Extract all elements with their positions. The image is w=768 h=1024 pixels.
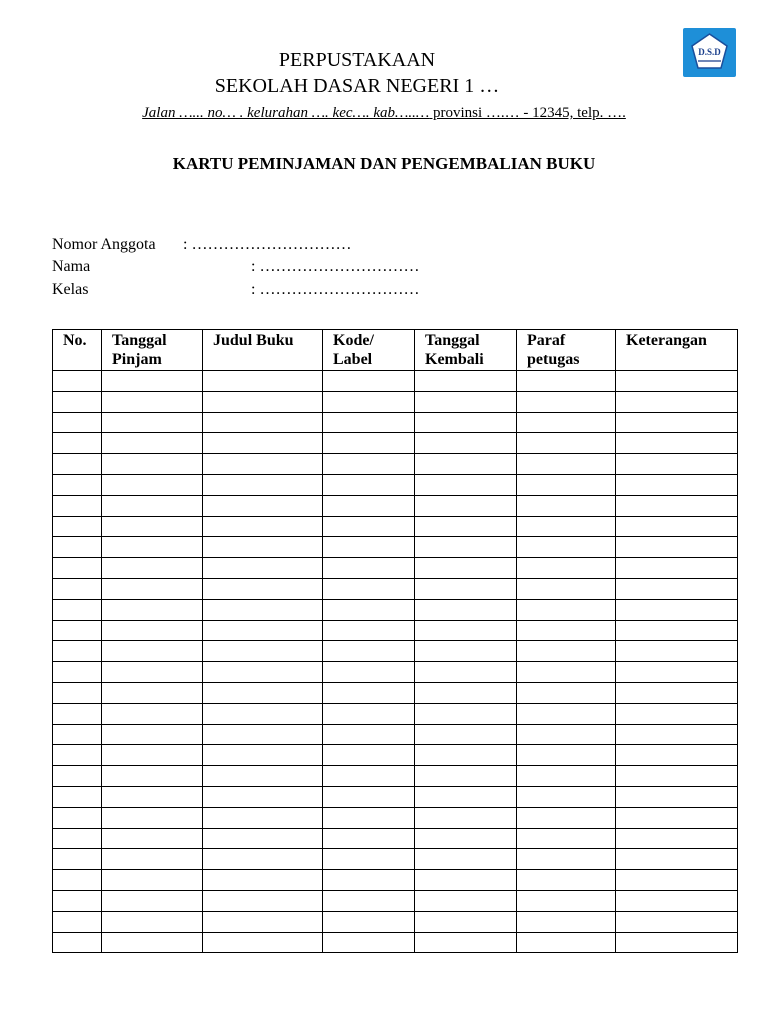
table-cell[interactable] (102, 828, 203, 849)
table-cell[interactable] (415, 745, 517, 766)
table-cell[interactable] (203, 890, 323, 911)
table-cell[interactable] (415, 766, 517, 787)
table-cell[interactable] (517, 932, 616, 953)
table-cell[interactable] (323, 911, 415, 932)
table-cell[interactable] (415, 662, 517, 683)
table-cell[interactable] (53, 662, 102, 683)
table-row (53, 641, 738, 662)
table-cell[interactable] (415, 371, 517, 392)
table-cell[interactable] (53, 849, 102, 870)
table-cell[interactable] (102, 433, 203, 454)
table-cell[interactable] (102, 932, 203, 953)
table-cell[interactable] (415, 454, 517, 475)
table-cell[interactable] (616, 807, 738, 828)
table-cell[interactable] (323, 412, 415, 433)
table-cell[interactable] (323, 599, 415, 620)
table-cell[interactable] (616, 745, 738, 766)
table-cell[interactable] (323, 433, 415, 454)
table-cell[interactable] (53, 641, 102, 662)
table-cell[interactable] (53, 371, 102, 392)
table-cell[interactable] (616, 724, 738, 745)
table-cell[interactable] (53, 766, 102, 787)
table-cell[interactable] (203, 620, 323, 641)
table-cell[interactable] (53, 682, 102, 703)
table-cell[interactable] (415, 641, 517, 662)
table-cell[interactable] (616, 495, 738, 516)
table-cell[interactable] (415, 537, 517, 558)
table-body (53, 371, 738, 953)
table-row (53, 558, 738, 579)
table-cell[interactable] (203, 474, 323, 495)
table-cell[interactable] (203, 495, 323, 516)
column-header-borrow-date: Tanggal Pinjam (102, 330, 203, 371)
table-row (53, 495, 738, 516)
field-class (52, 280, 420, 299)
table-cell[interactable] (102, 641, 203, 662)
table-cell[interactable] (616, 558, 738, 579)
table-cell[interactable] (323, 391, 415, 412)
table-cell[interactable] (616, 620, 738, 641)
table-cell[interactable] (323, 371, 415, 392)
field-label: Nama (52, 258, 91, 275)
table-cell[interactable] (102, 786, 203, 807)
table-cell[interactable] (323, 807, 415, 828)
table-cell[interactable] (415, 807, 517, 828)
table-cell[interactable] (616, 599, 738, 620)
table-cell[interactable] (415, 599, 517, 620)
table-cell[interactable] (203, 849, 323, 870)
table-cell[interactable] (415, 911, 517, 932)
table-cell[interactable] (203, 371, 323, 392)
table-row (53, 890, 738, 911)
table-cell[interactable] (323, 474, 415, 495)
table-cell[interactable] (53, 412, 102, 433)
table-cell[interactable] (323, 766, 415, 787)
table-row (53, 807, 738, 828)
loan-record-table (52, 329, 738, 953)
table-cell[interactable] (323, 641, 415, 662)
table-cell[interactable] (616, 911, 738, 932)
table-cell[interactable] (323, 849, 415, 870)
column-header-officer-signature: Paraf petugas (517, 330, 616, 371)
table-cell[interactable] (415, 620, 517, 641)
table-cell[interactable] (53, 932, 102, 953)
table-cell[interactable] (102, 890, 203, 911)
table-row (53, 599, 738, 620)
table-cell[interactable] (616, 641, 738, 662)
table-cell[interactable] (323, 454, 415, 475)
table-cell[interactable] (323, 682, 415, 703)
table-cell[interactable] (102, 620, 203, 641)
table-cell[interactable] (53, 391, 102, 412)
table-cell[interactable] (53, 599, 102, 620)
table-cell[interactable] (517, 371, 616, 392)
table-cell[interactable] (517, 890, 616, 911)
table-cell[interactable] (102, 703, 203, 724)
table-cell[interactable] (616, 662, 738, 683)
table-cell[interactable] (616, 828, 738, 849)
table-cell[interactable] (616, 849, 738, 870)
table-cell[interactable] (616, 578, 738, 599)
table-cell[interactable] (323, 870, 415, 891)
table-cell[interactable] (616, 412, 738, 433)
table-cell[interactable] (53, 911, 102, 932)
table-cell[interactable] (517, 849, 616, 870)
table-cell[interactable] (323, 578, 415, 599)
table-cell[interactable] (53, 495, 102, 516)
table-cell[interactable] (203, 558, 323, 579)
table-cell[interactable] (323, 620, 415, 641)
table-cell[interactable] (517, 495, 616, 516)
table-cell[interactable] (323, 890, 415, 911)
table-cell[interactable] (203, 870, 323, 891)
table-cell[interactable] (53, 890, 102, 911)
table-cell[interactable] (323, 703, 415, 724)
table-cell[interactable] (415, 433, 517, 454)
table-cell[interactable] (517, 620, 616, 641)
table-cell[interactable] (203, 641, 323, 662)
table-cell[interactable] (203, 682, 323, 703)
logo-text: D.S.D (698, 47, 721, 57)
table-cell[interactable] (102, 766, 203, 787)
table-row (53, 766, 738, 787)
table-cell[interactable] (415, 474, 517, 495)
table-cell[interactable] (53, 454, 102, 475)
table-cell[interactable] (53, 516, 102, 537)
table-cell[interactable] (517, 724, 616, 745)
table-cell[interactable] (517, 870, 616, 891)
table-cell[interactable] (517, 703, 616, 724)
table-cell[interactable] (203, 578, 323, 599)
table-cell[interactable] (415, 828, 517, 849)
table-row (53, 412, 738, 433)
table-cell[interactable] (53, 433, 102, 454)
table-cell[interactable] (102, 412, 203, 433)
table-cell[interactable] (53, 870, 102, 891)
table-cell[interactable] (517, 516, 616, 537)
table-cell[interactable] (53, 578, 102, 599)
field-member-number (52, 235, 352, 254)
table-row (53, 433, 738, 454)
table-cell[interactable] (323, 516, 415, 537)
table-cell[interactable] (415, 516, 517, 537)
table-cell[interactable] (102, 495, 203, 516)
table-cell[interactable] (517, 599, 616, 620)
table-cell[interactable] (517, 786, 616, 807)
address-suffix: provinsi ….… - 12345, telp. …. (429, 105, 626, 121)
table-row (53, 870, 738, 891)
table-row (53, 703, 738, 724)
table-cell[interactable] (203, 911, 323, 932)
table-cell[interactable] (616, 454, 738, 475)
table-row (53, 454, 738, 475)
table-cell[interactable] (616, 766, 738, 787)
table-cell[interactable] (102, 558, 203, 579)
table-cell[interactable] (102, 578, 203, 599)
table-cell[interactable] (102, 662, 203, 683)
field-value: : ………………………… (251, 281, 420, 298)
table-row (53, 828, 738, 849)
table-cell[interactable] (415, 703, 517, 724)
table-cell[interactable] (415, 724, 517, 745)
table-cell[interactable] (102, 724, 203, 745)
table-cell[interactable] (203, 745, 323, 766)
table-cell[interactable] (616, 371, 738, 392)
table-cell[interactable] (203, 412, 323, 433)
field-value: : ………………………… (183, 236, 352, 253)
table-row (53, 849, 738, 870)
table-row (53, 620, 738, 641)
table-cell[interactable] (53, 537, 102, 558)
table-row (53, 371, 738, 392)
column-header-book-title: Judul Buku (203, 330, 323, 371)
table-cell[interactable] (323, 724, 415, 745)
table-cell[interactable] (203, 807, 323, 828)
school-name: SEKOLAH DASAR NEGERI 1 … (214, 75, 500, 97)
table-cell[interactable] (616, 870, 738, 891)
card-title: KARTU PEMINJAMAN DAN PENGEMBALIAN BUKU (172, 154, 596, 173)
table-cell[interactable] (53, 745, 102, 766)
table-row (53, 932, 738, 953)
column-header-return-date: Tanggal Kembali (415, 330, 517, 371)
table-row (53, 745, 738, 766)
table-cell[interactable] (203, 516, 323, 537)
column-header-notes: Keterangan (616, 330, 738, 371)
table-cell[interactable] (517, 454, 616, 475)
table-cell[interactable] (323, 558, 415, 579)
table-cell[interactable] (53, 474, 102, 495)
address-prefix: Jalan …... no… . kelurahan …. kec…. kab…..… (142, 105, 430, 121)
table-cell[interactable] (203, 391, 323, 412)
table-cell[interactable] (53, 558, 102, 579)
table-cell[interactable] (616, 433, 738, 454)
table-cell[interactable] (323, 495, 415, 516)
table-cell[interactable] (203, 454, 323, 475)
table-cell[interactable] (616, 391, 738, 412)
table-cell[interactable] (517, 433, 616, 454)
table-cell[interactable] (53, 620, 102, 641)
table-row (53, 516, 738, 537)
table-cell[interactable] (53, 724, 102, 745)
table-cell[interactable] (415, 849, 517, 870)
table-cell[interactable] (616, 890, 738, 911)
table-cell[interactable] (102, 599, 203, 620)
table-cell[interactable] (203, 703, 323, 724)
table-cell[interactable] (616, 474, 738, 495)
table-cell[interactable] (323, 932, 415, 953)
table-row (53, 786, 738, 807)
column-header-no: No. (53, 330, 102, 371)
table-cell[interactable] (517, 662, 616, 683)
table-cell[interactable] (53, 807, 102, 828)
table-cell[interactable] (415, 558, 517, 579)
table-cell[interactable] (102, 682, 203, 703)
field-name (52, 257, 420, 276)
table-cell[interactable] (415, 578, 517, 599)
table-row (53, 391, 738, 412)
field-label: Nomor Anggota (52, 236, 156, 253)
table-cell[interactable] (203, 599, 323, 620)
table-cell[interactable] (415, 870, 517, 891)
table-cell[interactable] (616, 703, 738, 724)
table-cell[interactable] (102, 371, 203, 392)
field-value: : ………………………… (251, 258, 420, 275)
table-cell[interactable] (102, 391, 203, 412)
table-cell[interactable] (53, 828, 102, 849)
table-cell[interactable] (517, 537, 616, 558)
table-cell[interactable] (517, 745, 616, 766)
table-cell[interactable] (102, 454, 203, 475)
table-cell[interactable] (203, 662, 323, 683)
table-row (53, 682, 738, 703)
table-cell[interactable] (323, 662, 415, 683)
table-cell[interactable] (102, 911, 203, 932)
table-cell[interactable] (323, 745, 415, 766)
table-cell[interactable] (517, 828, 616, 849)
table-cell[interactable] (517, 807, 616, 828)
table-cell[interactable] (415, 412, 517, 433)
table-cell[interactable] (203, 724, 323, 745)
table-cell[interactable] (102, 807, 203, 828)
table-header-row (53, 330, 738, 371)
table-cell[interactable] (616, 932, 738, 953)
table-row (53, 911, 738, 932)
table-cell[interactable] (102, 849, 203, 870)
table-row (53, 724, 738, 745)
table-cell[interactable] (53, 786, 102, 807)
table-cell[interactable] (517, 682, 616, 703)
table-cell[interactable] (203, 932, 323, 953)
table-cell[interactable] (323, 537, 415, 558)
table-cell[interactable] (517, 391, 616, 412)
table-cell[interactable] (517, 641, 616, 662)
table-cell[interactable] (323, 828, 415, 849)
table-cell[interactable] (517, 474, 616, 495)
table-cell[interactable] (415, 495, 517, 516)
table-cell[interactable] (616, 682, 738, 703)
table-cell[interactable] (323, 786, 415, 807)
table-cell[interactable] (517, 558, 616, 579)
table-cell[interactable] (102, 474, 203, 495)
table-cell[interactable] (203, 828, 323, 849)
table-cell[interactable] (203, 766, 323, 787)
table-cell[interactable] (517, 412, 616, 433)
table-cell[interactable] (415, 890, 517, 911)
table-row (53, 474, 738, 495)
table-cell[interactable] (616, 786, 738, 807)
table-cell[interactable] (203, 537, 323, 558)
column-header-code-label: Kode/ Label (323, 330, 415, 371)
table-cell[interactable] (102, 516, 203, 537)
table-cell[interactable] (517, 911, 616, 932)
table-cell[interactable] (53, 703, 102, 724)
table-cell[interactable] (616, 537, 738, 558)
table-cell[interactable] (203, 433, 323, 454)
library-name: PERPUSTAKAAN (278, 49, 436, 71)
table-row (53, 578, 738, 599)
table-cell[interactable] (102, 870, 203, 891)
table-cell[interactable] (415, 786, 517, 807)
table-row (53, 537, 738, 558)
table-cell[interactable] (616, 516, 738, 537)
field-label: Kelas (52, 281, 89, 298)
table-cell[interactable] (102, 745, 203, 766)
table-cell[interactable] (517, 766, 616, 787)
school-address (0, 104, 768, 122)
table-row (53, 662, 738, 683)
table-cell[interactable] (203, 786, 323, 807)
table-cell[interactable] (102, 537, 203, 558)
table-cell[interactable] (415, 391, 517, 412)
table-cell[interactable] (415, 932, 517, 953)
table-cell[interactable] (517, 578, 616, 599)
table-cell[interactable] (415, 682, 517, 703)
